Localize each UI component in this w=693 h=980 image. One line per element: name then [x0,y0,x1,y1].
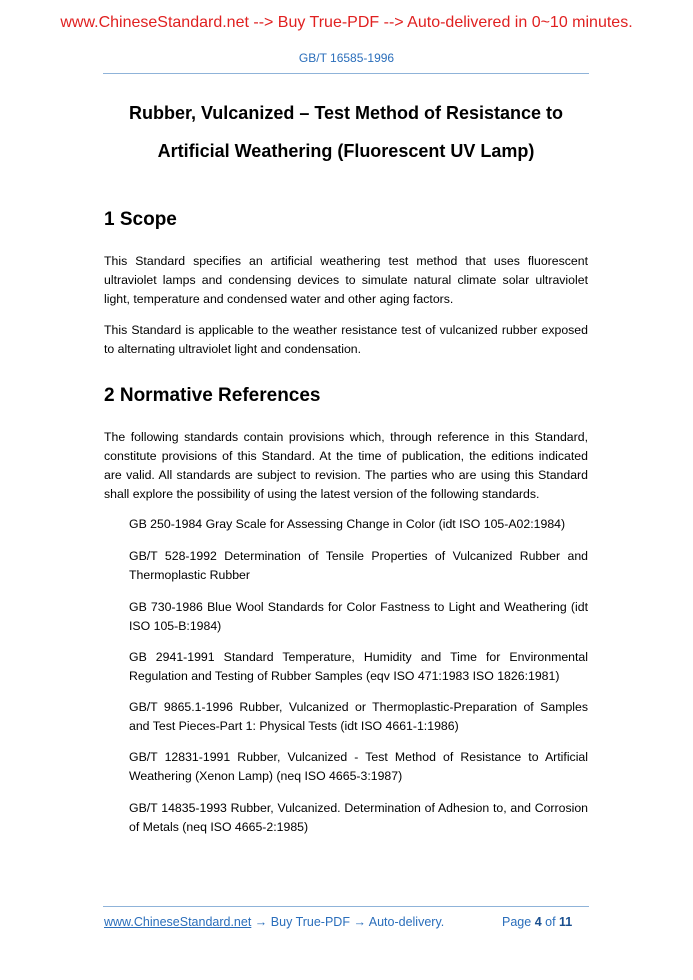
footer-buy-text: Buy True-PDF [270,915,350,929]
references-intro-paragraph: The following standards contain provisions which, through reference in this Standard, constitute provisions of this Standard. At the time of publication, the editions indicated are valid. All standards are subject to revision. The parties who are using this Standard shall explore the possibility of using the latest version of the following standards. [104,430,588,501]
page-of-label: of [545,915,556,929]
promo-banner[interactable]: www.ChineseStandard.net --> Buy True-PDF --> Auto-delivered in 0~10 minutes. [60,14,633,31]
footer-auto-delivery-text: Auto-delivery. [368,915,445,929]
reference-item-gb-730: GB 730-1986 Blue Wool Standards for Color Fastness to Light and Weathering (idt ISO 105-B:1984) [129,600,588,633]
footer-divider [103,906,589,907]
arrow-right-icon: → [254,915,268,929]
footer-site-link[interactable]: www.ChineseStandard.net [104,915,252,929]
page-total-number: 11 [559,915,573,929]
reference-item-gb-2941: GB 2941-1991 Standard Temperature, Humidity and Time for Environmental Regulation and Testing of Rubber Samples (eqv ISO 471:1983 ISO 1826:1981) [129,650,588,683]
page-current-number: 4 [534,915,542,929]
document-title-line-1: Rubber, Vulcanized – Test Method of Resistance to [128,103,564,123]
reference-item-gbt-528: GB/T 528-1992 Determination of Tensile Properties of Vulcanized Rubber and Thermoplastic Rubber [129,549,588,582]
document-title-line-2: Artificial Weathering (Fluorescent UV Lamp) [157,141,535,161]
reference-item-gbt-14835: GB/T 14835-1993 Rubber, Vulcanized. Determination of Adhesion to, and Corrosion of Metals (neq ISO 4665-2:1985) [129,801,588,834]
header-divider [103,73,589,74]
reference-item-gbt-12831: GB/T 12831-1991 Rubber, Vulcanized - Test Method of Resistance to Artificial Weathering (Xenon Lamp) (neq ISO 4665-3:1987) [129,750,588,783]
standard-number-header: GB/T 16585-1996 [298,51,395,65]
footer-links [104,915,444,929]
arrow-right-icon: → [353,915,366,929]
page-label: Page [502,915,532,929]
reference-item-gbt-9865: GB/T 9865.1-1996 Rubber, Vulcanized or Thermoplastic-Preparation of Samples and Test Pieces-Part 1: Physical Tests (idt ISO 4661-1:1986) [129,700,588,733]
section-heading-normative-references: 2 Normative References [104,385,321,406]
scope-paragraph-1: This Standard specifies an artificial weathering test method that uses fluorescent ultraviolet lamps and condensing devices to simulate natural climate solar ultraviolet light, temperature and condensed water and other aging factors. [104,254,588,306]
section-heading-scope: 1 Scope [104,209,177,230]
page-indicator [502,915,572,929]
scope-paragraph-2: This Standard is applicable to the weather resistance test of vulcanized rubber exposed to alternating ultraviolet light and condensation. [104,323,588,356]
reference-item-gb-250: GB 250-1984 Gray Scale for Assessing Change in Color (idt ISO 105-A02:1984) [129,517,566,531]
